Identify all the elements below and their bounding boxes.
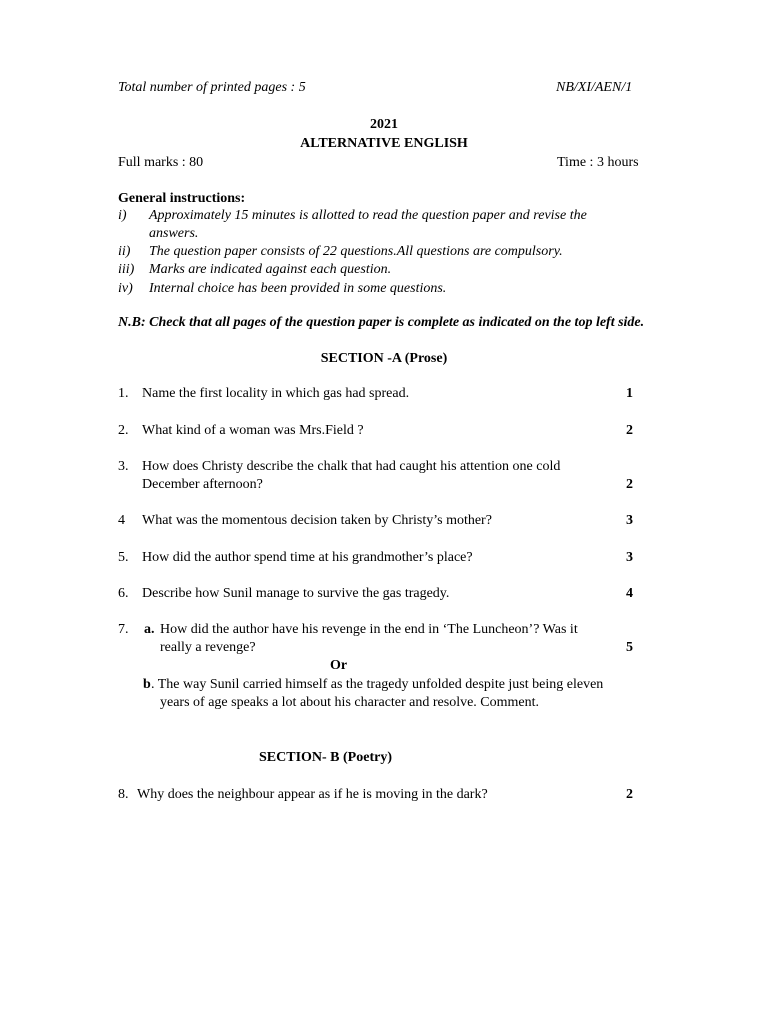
question-number: 8. xyxy=(118,787,129,802)
nb-note: N.B: Check that all pages of the question paper is complete as indicated on the top left side. xyxy=(118,315,645,330)
question-text: What was the momentous decision taken by Christy’s mother? xyxy=(142,513,492,528)
question-number: 1. xyxy=(118,386,129,401)
instruction-text: Internal choice has been provided in some questions. xyxy=(149,281,447,296)
section-b-heading: SECTION- B (Poetry) xyxy=(259,750,392,765)
exam-time: Time : 3 hours xyxy=(557,155,639,170)
paper-code: NB/XI/AEN/1 xyxy=(556,80,633,95)
question-text: . The way Sunil carried himself as the tragedy unfolded despite just being eleven xyxy=(151,677,604,692)
question-text: Describe how Sunil manage to survive the gas tragedy. xyxy=(142,586,450,601)
question-number: 3. xyxy=(118,459,129,474)
printed-pages-note: Total number of printed pages : 5 xyxy=(118,80,306,95)
question-text: Name the first locality in which gas had spread. xyxy=(142,386,410,401)
question-marks: 3 xyxy=(626,513,633,528)
question-marks: 1 xyxy=(626,386,633,401)
or-separator: Or xyxy=(330,658,348,673)
question-number: 5. xyxy=(118,550,129,565)
question-number: 7. xyxy=(118,622,129,637)
question-number: 6. xyxy=(118,586,129,601)
question-marks: 2 xyxy=(626,423,633,438)
instruction-text: The question paper consists of 22 questions.All questions are compulsory. xyxy=(149,244,563,259)
question-marks: 3 xyxy=(626,550,633,565)
question-text: How did the author have his revenge in the end in ‘The Luncheon’? Was it xyxy=(160,622,578,637)
exam-subject: ALTERNATIVE ENGLISH xyxy=(300,136,468,151)
full-marks: Full marks : 80 xyxy=(118,155,204,170)
question-marks: 2 xyxy=(626,787,633,802)
instruction-text: Approximately 15 minutes is allotted to read the question paper and revise the xyxy=(149,208,587,223)
instruction-text: Marks are indicated against each question. xyxy=(149,262,392,277)
question-text: How did the author spend time at his grandmother’s place? xyxy=(142,550,473,565)
option-label: b xyxy=(143,677,151,692)
instruction-number: iv) xyxy=(118,281,133,296)
question-marks: 4 xyxy=(626,586,633,601)
question-marks: 2 xyxy=(626,477,633,492)
question-text-continued: December afternoon? xyxy=(142,477,263,492)
exam-year: 2021 xyxy=(370,117,398,132)
option-label: a. xyxy=(144,622,155,637)
instruction-number: i) xyxy=(118,208,127,223)
question-marks: 5 xyxy=(626,640,633,655)
question-text: Why does the neighbour appear as if he is moving in the dark? xyxy=(137,787,488,802)
question-text-continued: years of age speaks a lot about his character and resolve. Comment. xyxy=(160,695,540,710)
question-number: 4 xyxy=(118,513,125,528)
section-a-heading: SECTION -A (Prose) xyxy=(320,351,448,366)
question-text: What kind of a woman was Mrs.Field ? xyxy=(142,423,364,438)
question-text: How does Christy describe the chalk that had caught his attention one cold xyxy=(142,459,561,474)
instructions-heading: General instructions: xyxy=(118,191,246,206)
instruction-number: ii) xyxy=(118,244,131,259)
question-text-continued: really a revenge? xyxy=(160,640,256,655)
question-number: 2. xyxy=(118,423,129,438)
instruction-number: iii) xyxy=(118,262,135,277)
instruction-text-continued: answers. xyxy=(149,226,199,241)
